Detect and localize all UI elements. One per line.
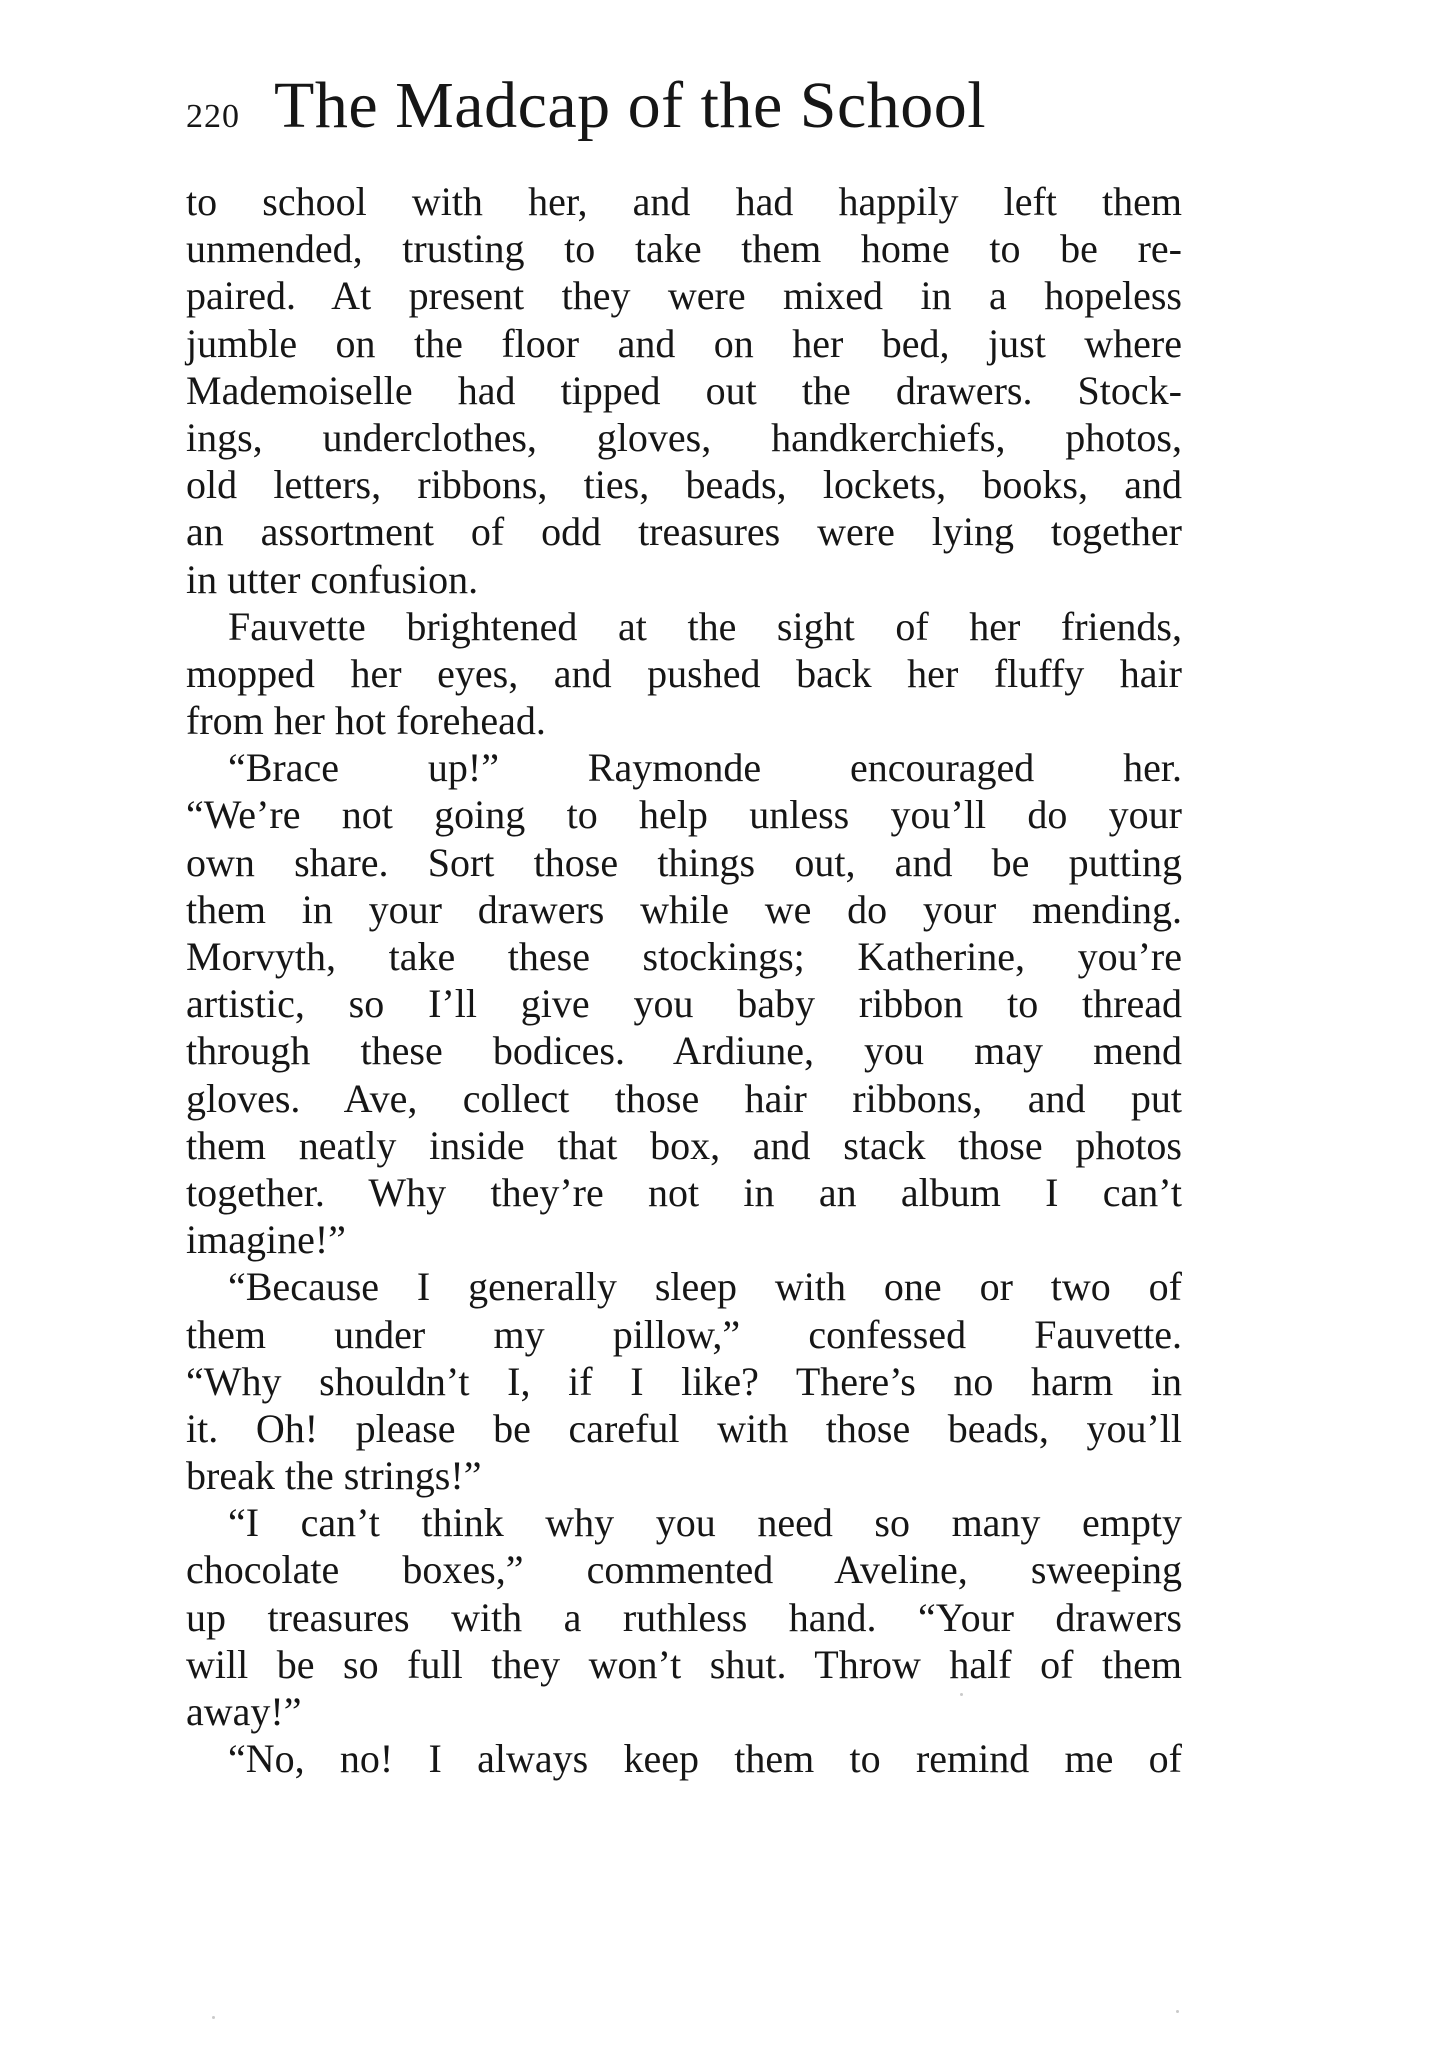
text-line: Fauvette brightened at the sight of her friends, xyxy=(228,603,1182,649)
text-line: from her hot forehead. xyxy=(186,698,546,744)
text-line: together. Why they’re not in an album I can’t xyxy=(186,1169,1182,1215)
paragraph-3 xyxy=(186,744,1182,1263)
text-line: them neatly inside that box, and stack those photos xyxy=(186,1122,1182,1168)
text-line: “We’re not going to help unless you’ll do your xyxy=(186,792,1182,838)
running-head xyxy=(186,68,1186,158)
text-line: imagine!” xyxy=(186,1217,346,1263)
text-line: it. Oh! please be careful with those beads, you’ll xyxy=(186,1405,1182,1451)
text-line: “I can’t think why you need so many empty xyxy=(228,1500,1182,1546)
paragraph-1 xyxy=(186,178,1182,603)
scan-speck xyxy=(1176,2010,1179,2013)
text-line: “Because I generally sleep with one or two of xyxy=(228,1264,1182,1310)
text-line: Mademoiselle had tipped out the drawers. Stock- xyxy=(186,367,1182,413)
page-number: 220 xyxy=(186,98,240,135)
scan-speck xyxy=(960,1693,963,1696)
text-line: break the strings!” xyxy=(186,1453,482,1499)
scan-speck xyxy=(212,2016,215,2019)
text-line: “Why shouldn’t I, if I like? There’s no harm in xyxy=(186,1358,1182,1404)
body-text xyxy=(186,178,1182,1782)
paragraph-2 xyxy=(186,603,1182,745)
text-line: Morvyth, take these stockings; Katherine, you’re xyxy=(186,934,1182,979)
text-line: paired. At present they were mixed in a hopeless xyxy=(186,273,1182,319)
text-line: up treasures with a ruthless hand. “Your drawers xyxy=(186,1594,1182,1640)
text-line: jumble on the floor and on her bed, just where xyxy=(186,320,1182,366)
text-line: through these bodices. Ardiune, you may mend xyxy=(186,1028,1182,1074)
text-line: will be so full they won’t shut. Throw half of them xyxy=(186,1641,1182,1687)
text-line: unmended, trusting to take them home to be re- xyxy=(186,226,1182,272)
text-line: chocolate boxes,” commented Aveline, sweeping xyxy=(186,1547,1182,1593)
text-line: ings, underclothes, gloves, handkerchiefs, photos, xyxy=(186,414,1182,460)
text-line: them under my pillow,” confessed Fauvette. xyxy=(186,1311,1182,1357)
text-line: gloves. Ave, collect those hair ribbons, and put xyxy=(186,1075,1182,1121)
text-line: in utter confusion. xyxy=(186,556,479,602)
text-line: artistic, so I’ll give you baby ribbon to thread xyxy=(186,981,1182,1027)
text-line: them in your drawers while we do your mending. xyxy=(186,886,1182,932)
text-line: mopped her eyes, and pushed back her fluffy hair xyxy=(186,650,1182,696)
text-line: away!” xyxy=(186,1689,302,1734)
text-line: “No, no! I always keep them to remind me of xyxy=(228,1736,1182,1782)
paragraph-4 xyxy=(186,1263,1182,1499)
text-line: an assortment of odd treasures were lying together xyxy=(186,509,1182,555)
text-line: own share. Sort those things out, and be putting xyxy=(186,839,1182,885)
text-line: “Brace up!” Raymonde encouraged her. xyxy=(228,745,1182,791)
paragraph-5 xyxy=(186,1499,1182,1735)
text-line: to school with her, and had happily left them xyxy=(186,179,1182,224)
paragraph-6 xyxy=(186,1735,1182,1782)
book-title: The Madcap of the School xyxy=(274,69,987,142)
text-line: old letters, ribbons, ties, beads, lockets, books, and xyxy=(186,462,1182,508)
